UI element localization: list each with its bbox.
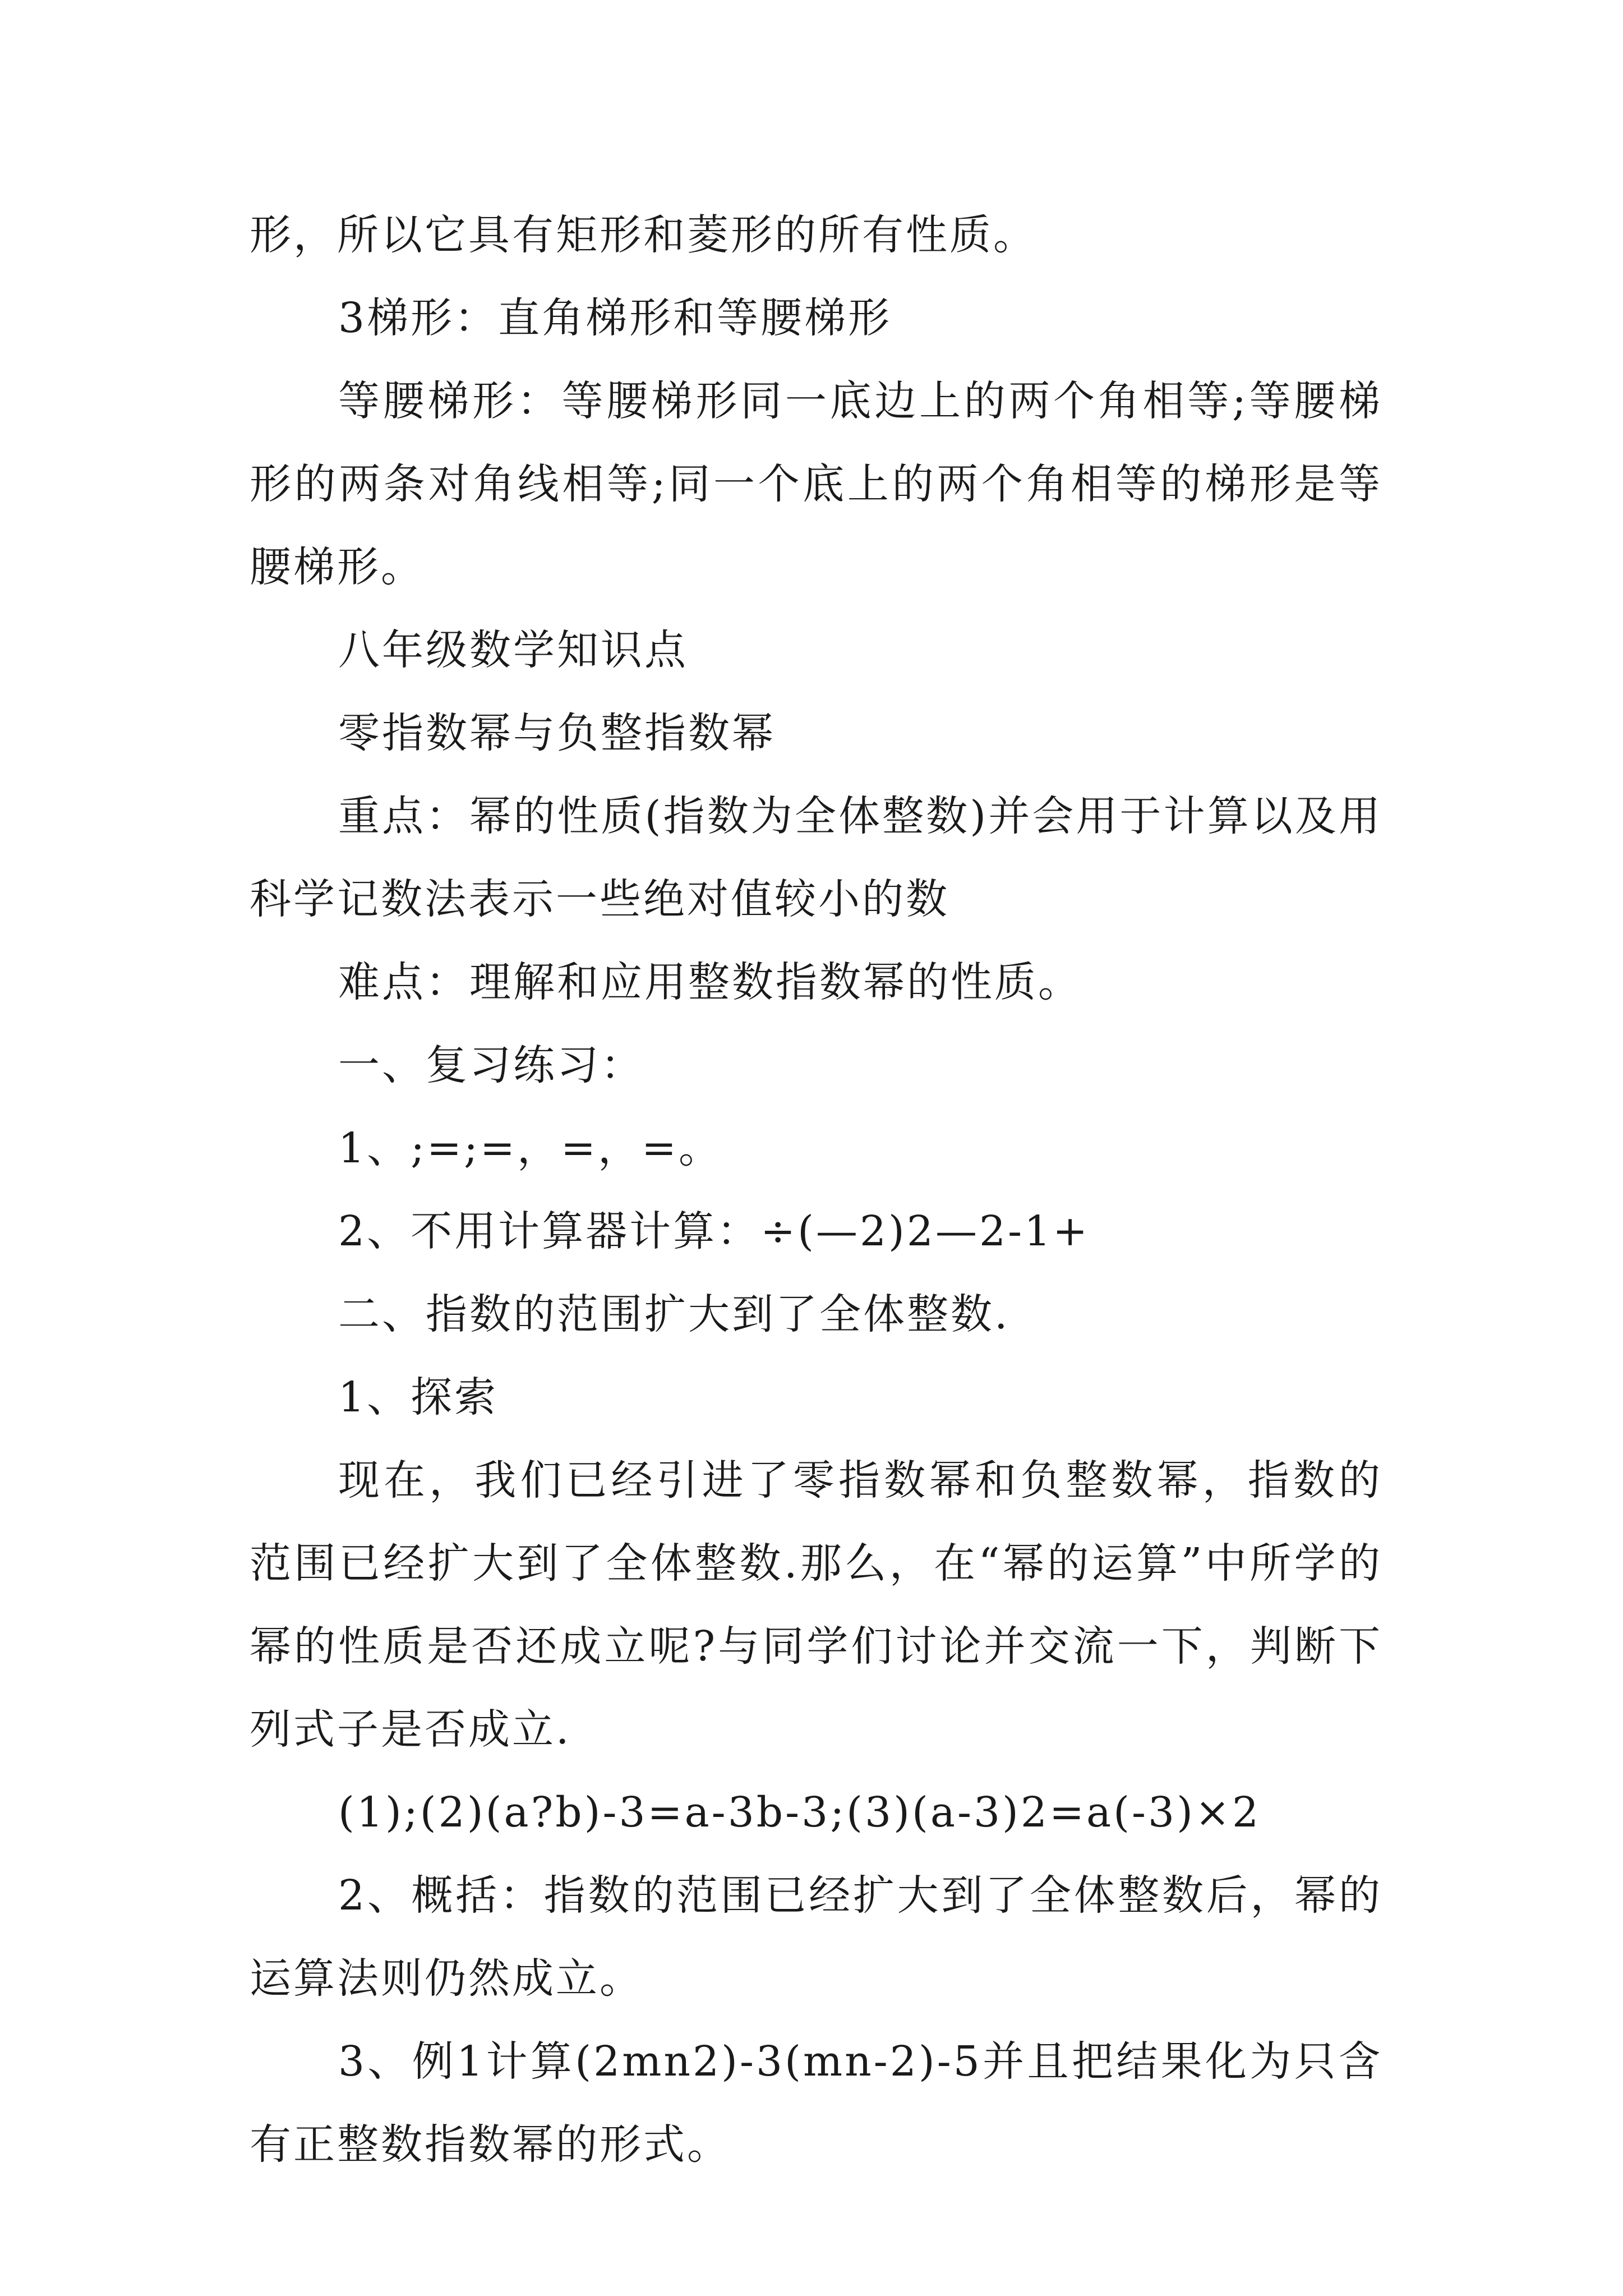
paragraph-explore-body: 现在，我们已经引进了零指数幂和负整数幂，指数的范围已经扩大到了全体整数.那么，在“幂的运算”中所学的幂的性质是否还成立呢?与同学们讨论并交流一下，判断下列式子是否成立. (250, 1456, 1382, 1754)
section-title: 八年级数学知识点 (338, 626, 688, 674)
lesson-title: 零指数幂与负整指数幂 (338, 709, 776, 757)
exercise-1: 1、;=;=，=，=。 (338, 1124, 722, 1172)
heading-explore: 1、探索 (338, 1373, 499, 1421)
paragraph-summary: 2、概括：指数的范围已经扩大到了全体整数后，幂的运算法则仍然成立。 (250, 1871, 1382, 2003)
document-body (250, 194, 1382, 2186)
paragraph-trapezoid-heading: 3梯形：直角梯形和等腰梯形 (338, 294, 892, 342)
heading-exponent-range: 二、指数的范围扩大到了全体整数. (338, 1290, 1010, 1338)
paragraph-example-1: 3、例1计算(2mn2)-3(mn-2)-5并且把结果化为只含有正整数指数幂的形式。 (250, 2037, 1382, 2169)
exercise-2: 2、不用计算器计算：÷(—2)2—2-1+ (338, 1207, 1090, 1255)
paragraph-key-points: 重点：幂的性质(指数为全体整数)并会用于计算以及用科学记数法表示一些绝对值较小的数 (250, 792, 1382, 923)
paragraph-difficulties: 难点：理解和应用整数指数幂的性质。 (338, 958, 1082, 1006)
heading-review-exercises: 一、复习练习： (338, 1041, 644, 1089)
paragraph-isosceles-trapezoid: 等腰梯形：等腰梯形同一底边上的两个角相等;等腰梯形的两条对角线相等;同一个底上的两个角相等的梯形是等腰梯形。 (250, 377, 1382, 591)
paragraph-continuation: 形，所以它具有矩形和菱形的所有性质。 (250, 211, 1037, 259)
paragraph-formulas: (1);(2)(a?b)-3=a-3b-3;(3)(a-3)2=a(-3)×2 (338, 1788, 1261, 1837)
